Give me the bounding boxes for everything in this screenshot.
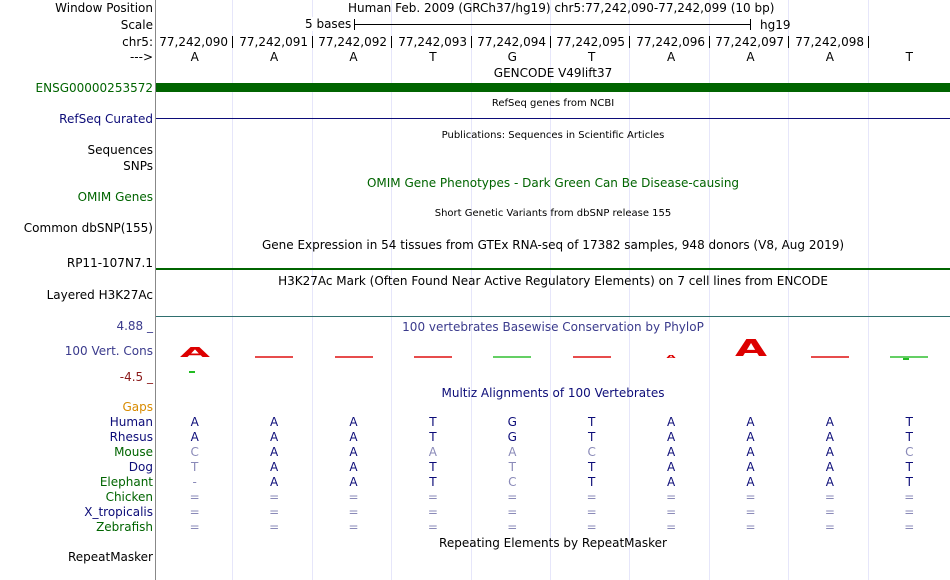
omim-track-title: OMIM Gene Phenotypes - Dark Green Can Be Disease-causing <box>366 176 740 190</box>
scale-label: Scale <box>120 18 153 32</box>
ruler-tick <box>471 36 472 48</box>
dbsnp-label[interactable]: Common dbSNP(155) <box>23 221 153 235</box>
species-label-zebrafish: Zebrafish <box>96 520 153 534</box>
alignment-base: = <box>507 520 518 534</box>
phylop-negative-mark <box>903 358 909 360</box>
alignment-base: A <box>825 415 834 429</box>
species-label-rhesus: Rhesus <box>109 430 153 444</box>
phylop-base-mark: A <box>179 347 210 359</box>
alignment-base: = <box>586 490 597 504</box>
reference-base: A <box>825 50 834 64</box>
scale-db: hg19 <box>760 18 791 32</box>
gencode-track-title: GENCODE V49lift37 <box>493 66 613 80</box>
alignment-base: G <box>507 430 517 444</box>
alignment-base: T <box>429 415 437 429</box>
alignment-base: = <box>666 505 677 519</box>
alignment-base: A <box>746 415 755 429</box>
scale-bar-right-tick <box>750 19 751 30</box>
gtex-gene-line[interactable] <box>156 268 950 270</box>
ruler-position: 77,242,097 <box>715 35 784 49</box>
alignment-base: A <box>825 460 834 474</box>
phylop-track-title: 100 vertebrates Basewise Conservation by PhyloP <box>402 320 704 334</box>
publications-snps-label[interactable]: SNPs <box>123 159 153 173</box>
phylop-bar <box>414 356 452 358</box>
ruler-position: 77,242,090 <box>159 35 228 49</box>
scale-text: 5 bases <box>305 17 352 31</box>
alignment-base: A <box>746 445 755 459</box>
reference-base: T <box>429 50 437 64</box>
alignment-base: T <box>588 460 596 474</box>
alignment-base: A <box>825 445 834 459</box>
reference-base: A <box>349 50 358 64</box>
alignment-base: = <box>189 490 200 504</box>
alignment-base: - <box>192 475 197 489</box>
phylop-bar <box>890 356 928 358</box>
ruler-position: 77,242,096 <box>636 35 705 49</box>
alignment-base: C <box>587 445 596 459</box>
ruler-tick <box>232 36 233 48</box>
refseq-label[interactable]: RefSeq Curated <box>59 112 153 126</box>
alignment-base: A <box>349 445 358 459</box>
phylop-max-label: 4.88 _ <box>116 319 153 333</box>
alignment-base: A <box>825 430 834 444</box>
species-label-x_tropicalis: X_tropicalis <box>84 505 153 519</box>
alignment-base: T <box>905 475 913 489</box>
ruler-tick <box>550 36 551 48</box>
alignment-base: A <box>666 460 676 474</box>
alignment-base: A <box>349 430 358 444</box>
alignment-base: A <box>508 445 517 459</box>
phylop-bar <box>255 356 293 358</box>
alignment-base: A <box>666 475 676 489</box>
species-label-human: Human <box>109 415 153 429</box>
dbsnp-track-title: Short Genetic Variants from dbSNP release 155 <box>434 208 672 219</box>
alignment-base: T <box>588 415 596 429</box>
reference-base: A <box>746 50 755 64</box>
alignment-base: C <box>190 445 199 459</box>
ruler-tick <box>391 36 392 48</box>
ruler-position: 77,242,091 <box>239 35 308 49</box>
alignment-base: A <box>269 460 279 474</box>
alignment-base: A <box>666 430 676 444</box>
alignment-base: A <box>825 475 834 489</box>
h3k27ac-baseline <box>156 316 950 317</box>
gencode-gene-feature[interactable] <box>156 83 950 92</box>
ruler-tick <box>709 36 710 48</box>
alignment-base: T <box>191 460 199 474</box>
alignment-base: = <box>269 520 280 534</box>
reference-base: G <box>507 50 517 64</box>
alignment-base: A <box>269 415 279 429</box>
alignment-base: = <box>745 520 756 534</box>
alignment-base: A <box>746 475 755 489</box>
alignment-base: = <box>348 490 359 504</box>
alignment-base: = <box>269 490 280 504</box>
ruler-position: 77,242,092 <box>318 35 387 49</box>
reference-base: T <box>588 50 596 64</box>
alignment-base: A <box>269 430 279 444</box>
reference-base: A <box>190 50 199 64</box>
phylop-bar <box>493 356 531 358</box>
phylop-base-mark: A <box>666 355 676 359</box>
alignment-base: T <box>905 430 913 444</box>
alignment-base: = <box>507 505 518 519</box>
alignment-base: = <box>269 505 280 519</box>
repeatmasker-label[interactable]: RepeatMasker <box>67 550 153 564</box>
phylop-base-mark: A <box>734 338 767 359</box>
phylop-bar <box>335 356 373 358</box>
repeatmasker-track-title: Repeating Elements by RepeatMasker <box>439 536 667 550</box>
alignment-base: A <box>746 430 755 444</box>
alignment-base: = <box>427 505 438 519</box>
ruler-position: 77,242,098 <box>795 35 864 49</box>
alignment-base: A <box>349 475 358 489</box>
strand-arrow-label: ---> <box>129 50 153 64</box>
alignment-base: = <box>666 520 677 534</box>
gaps-label: Gaps <box>122 400 153 414</box>
alignment-base: T <box>905 460 913 474</box>
scale-bar <box>355 24 751 25</box>
alignment-base: = <box>189 520 200 534</box>
alignment-base: A <box>428 445 437 459</box>
refseq-track-title: RefSeq genes from NCBI <box>491 98 615 109</box>
alignment-base: = <box>586 505 597 519</box>
alignment-base: C <box>905 445 914 459</box>
alignment-base: T <box>429 475 437 489</box>
reference-base: A <box>269 50 279 64</box>
h3k27ac-track-title: H3K27Ac Mark (Often Found Near Active Regulatory Elements) on 7 cell lines from ENCODE <box>278 274 828 288</box>
phylop-negative-mark <box>189 371 195 373</box>
reference-base: A <box>666 50 676 64</box>
alignment-base: A <box>349 415 358 429</box>
ruler-position: 77,242,095 <box>556 35 625 49</box>
alignment-base: = <box>904 490 915 504</box>
alignment-base: = <box>666 490 677 504</box>
alignment-base: T <box>588 430 596 444</box>
alignment-base: T <box>508 460 516 474</box>
species-label-elephant: Elephant <box>99 475 153 489</box>
alignment-base: A <box>190 430 199 444</box>
omim-label[interactable]: OMIM Genes <box>77 190 153 204</box>
alignment-base: A <box>666 415 676 429</box>
chrom-label: chr5: <box>122 35 153 49</box>
alignment-base: A <box>666 445 676 459</box>
phylop-bar <box>811 356 849 358</box>
alignment-base: = <box>507 490 518 504</box>
alignment-base: = <box>189 505 200 519</box>
alignment-base: = <box>904 520 915 534</box>
species-label-chicken: Chicken <box>105 490 153 504</box>
ruler-tick <box>788 36 789 48</box>
alignment-base: A <box>269 445 279 459</box>
alignment-base: T <box>429 430 437 444</box>
species-label-dog: Dog <box>128 460 153 474</box>
alignment-base: T <box>905 415 913 429</box>
window-position-label: Window Position <box>55 1 153 15</box>
alignment-base: A <box>746 460 755 474</box>
publications-sequences-label[interactable]: Sequences <box>87 143 153 157</box>
refseq-gene-line[interactable] <box>156 118 950 119</box>
alignment-base: T <box>588 475 596 489</box>
alignment-base: T <box>429 460 437 474</box>
alignment-base: = <box>348 520 359 534</box>
alignment-base: C <box>508 475 517 489</box>
h3k27ac-label[interactable]: Layered H3K27Ac <box>46 288 153 302</box>
alignment-base: = <box>824 505 835 519</box>
alignment-base: = <box>427 520 438 534</box>
reference-base: T <box>905 50 913 64</box>
ruler-position: 77,242,093 <box>398 35 467 49</box>
ruler-tick <box>629 36 630 48</box>
alignment-base: = <box>586 520 597 534</box>
alignment-base: = <box>348 505 359 519</box>
ruler-tick <box>868 36 869 48</box>
scale-bar-left-tick <box>354 19 355 30</box>
assembly-position-text: Human Feb. 2009 (GRCh37/hg19) chr5:77,242,090-77,242,099 (10 bp) <box>348 1 775 15</box>
alignment-base: = <box>745 505 756 519</box>
alignment-base: = <box>427 490 438 504</box>
ruler-position: 77,242,094 <box>477 35 546 49</box>
ruler-tick <box>312 36 313 48</box>
alignment-base: G <box>507 415 517 429</box>
gencode-gene-label[interactable]: ENSG00000253572 <box>35 81 153 95</box>
gtex-gene-label[interactable]: RP11-107N7.1 <box>66 256 153 270</box>
phylop-label[interactable]: 100 Vert. Cons <box>64 344 153 358</box>
species-label-mouse: Mouse <box>114 445 153 459</box>
phylop-min-label: -4.5 _ <box>119 370 153 384</box>
gtex-track-title: Gene Expression in 54 tissues from GTEx RNA-seq of 17382 samples, 948 donors (V8, Aug 2019) <box>261 238 845 252</box>
multiz-track-title: Multiz Alignments of 100 Vertebrates <box>441 386 665 400</box>
alignment-base: = <box>824 490 835 504</box>
alignment-base: = <box>745 490 756 504</box>
alignment-base: = <box>824 520 835 534</box>
alignment-base: A <box>190 415 199 429</box>
alignment-base: A <box>269 475 279 489</box>
alignment-base: A <box>349 460 358 474</box>
alignment-base: = <box>904 505 915 519</box>
publications-track-title: Publications: Sequences in Scientific Articles <box>441 130 665 141</box>
